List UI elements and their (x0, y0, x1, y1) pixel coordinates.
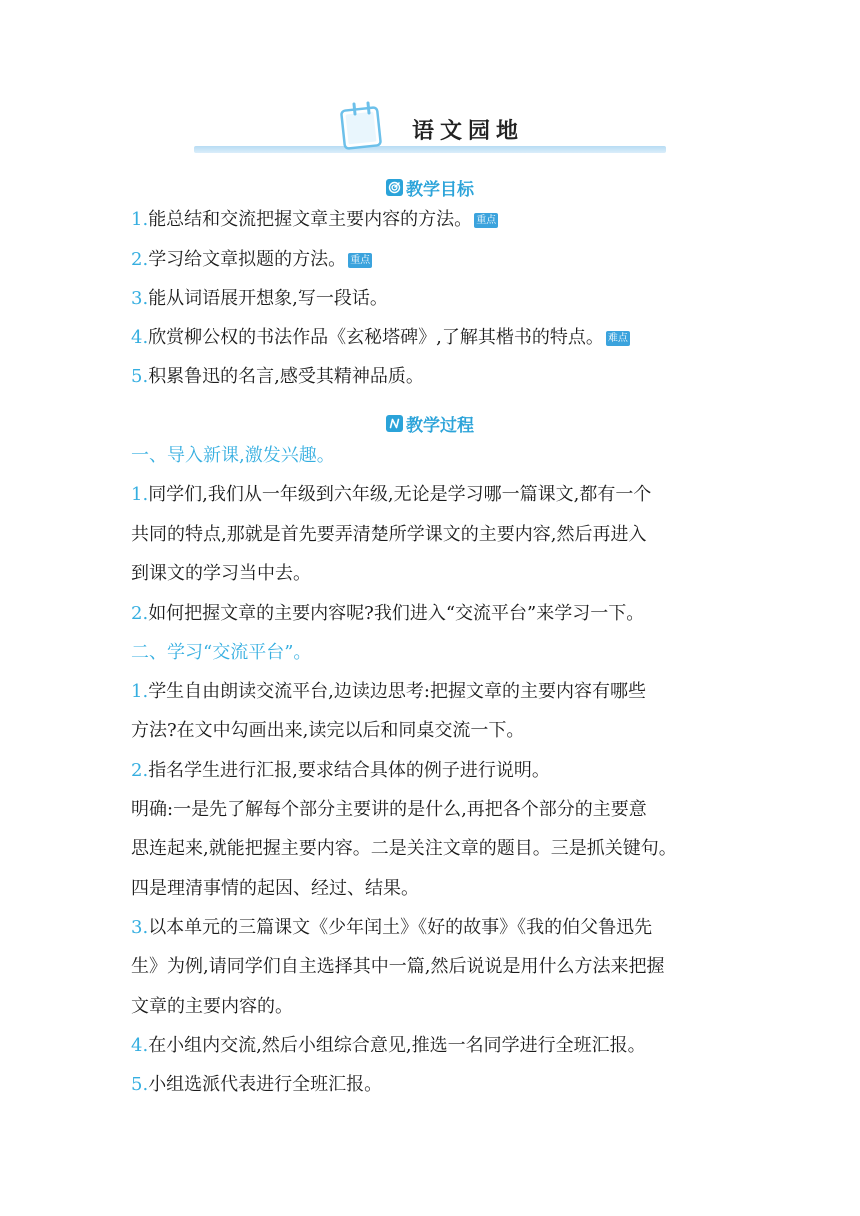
objective-item: 4.欣赏柳公权的书法作品《玄秘塔碑》,了解其楷书的特点。 难点 (131, 327, 628, 348)
paragraph-line: 3.以本单元的三篇课文《少年闰土》《好的故事》《我的伯父鲁迅先 (131, 917, 653, 938)
title-banner (194, 96, 666, 158)
title-underline (194, 146, 666, 153)
objective-item: 5.积累鲁迅的名言,感受其精神品质。 (131, 366, 424, 387)
paragraph-line: 文章的主要内容的。 (131, 996, 293, 1017)
paragraph-line: 明确:一是先了解每个部分主要讲的是什么,再把各个部分的主要意 (131, 799, 647, 820)
process-icon (386, 415, 403, 432)
objective-item: 1.能总结和交流把握文章主要内容的方法。 重点 (131, 209, 497, 230)
difficult-point-badge: 难点 (607, 333, 628, 344)
paragraph-line: 5.小组选派代表进行全班汇报。 (131, 1074, 383, 1095)
paragraph-line: 生》为例,请同学们自主选择其中一篇,然后说说是用什么方法来把握 (131, 956, 665, 977)
paragraph-line: 共同的特点,那就是首先要弄清楚所学课文的主要内容,然后再进入 (131, 524, 647, 545)
paragraph-line: 思连起来,就能把握主要内容。二是关注文章的题目。三是抓关键句。 (131, 838, 677, 859)
paragraph-line: 方法?在文中勾画出来,读完以后和同桌交流一下。 (131, 720, 525, 741)
process-heading-label: 教学过程 (406, 416, 474, 436)
objective-item: 2.学习给文章拟题的方法。 重点 (131, 249, 371, 270)
part-two-title: 二、学习“交流平台”。 (131, 642, 312, 663)
key-point-badge: 重点 (476, 215, 497, 226)
key-point-badge: 重点 (350, 255, 371, 266)
paragraph-line: 1.同学们,我们从一年级到六年级,无论是学习哪一篇课文,都有一个 (131, 484, 652, 505)
paragraph-line: 1.学生自由朗读交流平台,边读边思考:把握文章的主要内容有哪些 (131, 681, 646, 702)
part-one-title: 一、导入新课,激发兴趣。 (131, 445, 335, 466)
objectives-heading-label: 教学目标 (406, 180, 474, 200)
process-heading (0, 411, 860, 436)
paragraph-line: 2.指名学生进行汇报,要求结合具体的例子进行说明。 (131, 760, 550, 781)
paragraph-line: 4.在小组内交流,然后小组综合意见,推选一名同学进行全班汇报。 (131, 1035, 646, 1056)
target-icon (386, 179, 403, 196)
paragraph-line: 四是理清事情的起因、经过、结果。 (131, 878, 419, 899)
objectives-heading (0, 175, 860, 200)
page-title: 语文园地 (412, 119, 525, 144)
notebook-icon (340, 100, 384, 150)
paragraph-line: 2.如何把握文章的主要内容呢?我们进入“交流平台”来学习一下。 (131, 603, 645, 624)
objective-item: 3.能从词语展开想象,写一段话。 (131, 288, 388, 309)
paragraph-line: 到课文的学习当中去。 (131, 563, 311, 584)
